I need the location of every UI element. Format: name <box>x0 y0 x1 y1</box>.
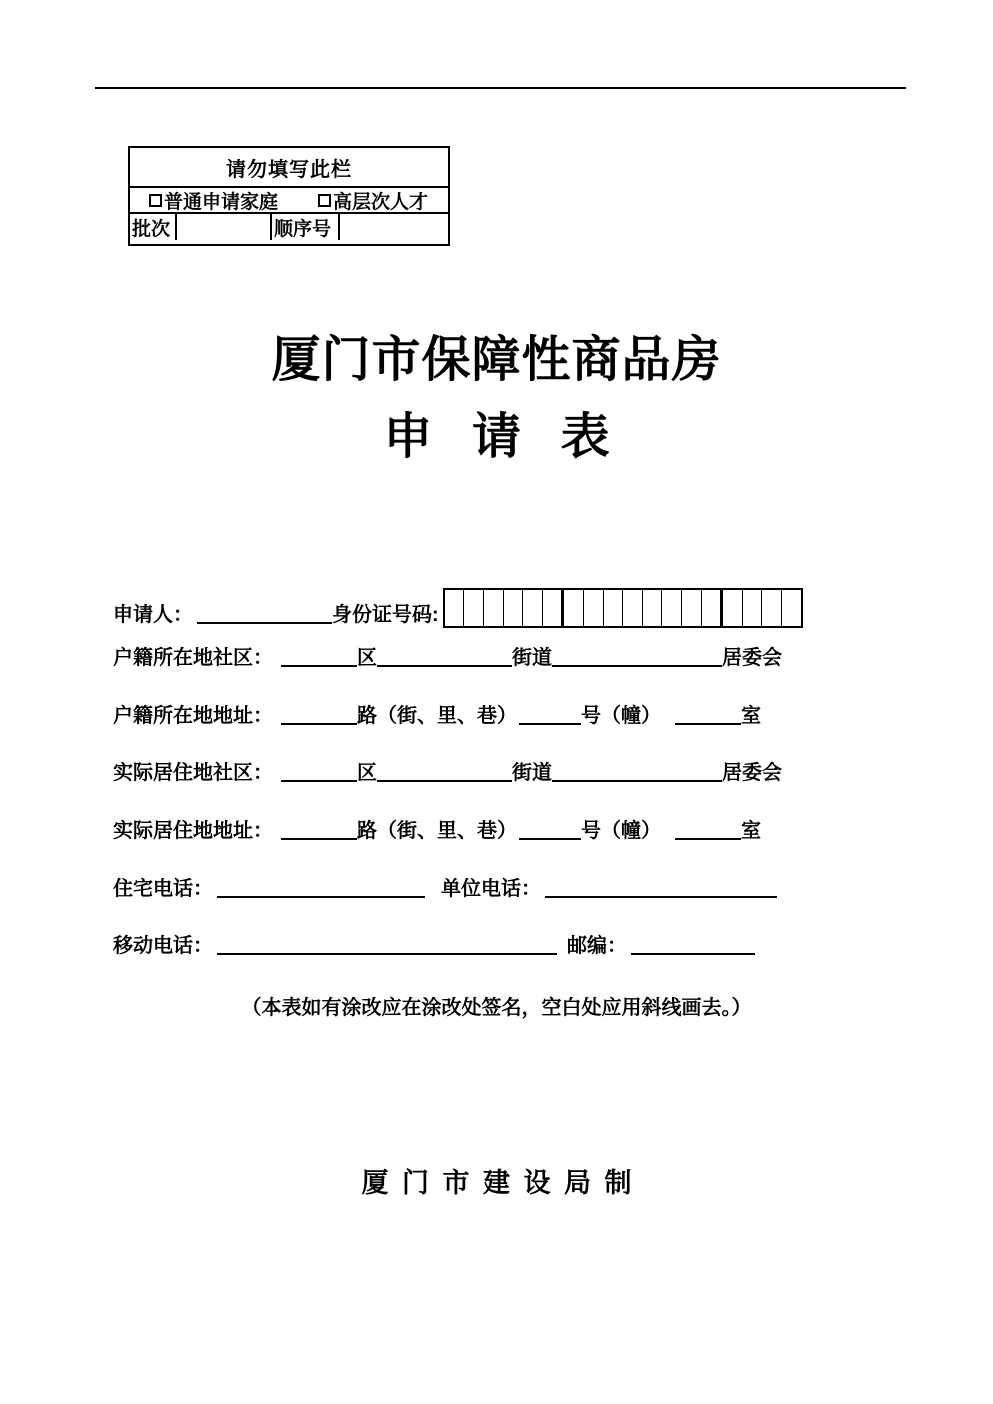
actual-community-label: 实际居住地社区： <box>113 762 273 784</box>
document-title <box>0 333 993 464</box>
id-digit-cell[interactable] <box>583 590 603 626</box>
checkbox-ordinary-family[interactable] <box>149 194 162 207</box>
street-suffix: 街道 <box>512 647 552 669</box>
hukou-number-blank[interactable] <box>519 711 581 725</box>
option-ordinary-family <box>149 187 278 214</box>
id-digit-cell[interactable] <box>542 590 562 626</box>
actual-district-blank[interactable] <box>281 768 357 782</box>
id-digit-cell[interactable] <box>701 590 721 626</box>
id-digit-cell[interactable] <box>622 590 642 626</box>
applicant-type-row <box>130 188 448 214</box>
id-digit-cell[interactable] <box>742 590 762 626</box>
actual-committee-blank[interactable] <box>552 768 722 782</box>
id-number-grid <box>443 588 803 628</box>
id-digit-cell[interactable] <box>603 590 623 626</box>
option-high-level-talent-label: 高层次人才 <box>333 191 429 213</box>
hukou-address-row <box>113 704 883 728</box>
page-top-rule <box>95 87 906 89</box>
street-suffix: 街道 <box>512 762 552 784</box>
actual-street-blank[interactable] <box>377 768 512 782</box>
sequence-label: 顺序号 <box>272 214 340 240</box>
applicant-blank[interactable] <box>197 610 332 624</box>
hukou-committee-blank[interactable] <box>552 653 722 667</box>
sequence-value-cell[interactable] <box>340 214 448 240</box>
option-ordinary-family-label: 普通申请家庭 <box>164 191 279 213</box>
building-suffix: 号（幢） <box>581 705 661 727</box>
postal-code-blank[interactable] <box>631 941 755 955</box>
checkbox-high-level-talent[interactable] <box>318 194 331 207</box>
actual-address-label: 实际居住地地址： <box>113 820 273 842</box>
home-phone-label: 住宅电话： <box>113 878 213 900</box>
no-fill-header: 请勿填写此栏 <box>130 148 448 188</box>
id-digit-cell[interactable] <box>761 590 781 626</box>
id-number-label: 身份证号码: <box>332 604 439 626</box>
actual-address-row <box>113 819 883 843</box>
id-digit-cell[interactable] <box>483 590 503 626</box>
actual-number-blank[interactable] <box>519 826 581 840</box>
actual-community-row <box>113 761 883 785</box>
actual-room-blank[interactable] <box>675 826 741 840</box>
id-digit-cell[interactable] <box>642 590 662 626</box>
title-line-2: 申 请 表 <box>383 410 610 464</box>
committee-suffix: 居委会 <box>722 647 782 669</box>
phone-row <box>113 877 883 901</box>
correction-note: （本表如有涂改应在涂改处签名，空白处应用斜线画去。） <box>241 997 752 1019</box>
district-suffix: 区 <box>357 762 377 784</box>
hukou-room-blank[interactable] <box>675 711 741 725</box>
work-phone-label: 单位电话： <box>441 878 541 900</box>
option-high-level-talent <box>318 187 428 214</box>
id-digit-cell[interactable] <box>720 590 742 626</box>
batch-value-cell[interactable] <box>177 214 272 240</box>
postal-code-label: 邮编： <box>567 935 627 957</box>
work-phone-blank[interactable] <box>545 884 777 898</box>
id-digit-cell[interactable] <box>781 590 801 626</box>
id-digit-cell[interactable] <box>561 590 583 626</box>
id-digit-cell[interactable] <box>503 590 523 626</box>
hukou-community-row <box>113 646 883 670</box>
batch-sequence-row <box>130 214 448 240</box>
id-digit-cell[interactable] <box>661 590 681 626</box>
hukou-address-label: 户籍所在地地址： <box>113 705 273 727</box>
batch-label: 批次 <box>130 214 177 240</box>
hukou-road-blank[interactable] <box>281 711 357 725</box>
committee-suffix: 居委会 <box>722 762 782 784</box>
id-digit-cell[interactable] <box>522 590 542 626</box>
id-digit-cell[interactable] <box>681 590 701 626</box>
road-suffix: 路（街、里、巷） <box>357 705 517 727</box>
mobile-phone-blank[interactable] <box>217 941 557 955</box>
road-suffix: 路（街、里、巷） <box>357 820 517 842</box>
mobile-postcode-row <box>113 934 883 958</box>
mobile-phone-label: 移动电话： <box>113 935 213 957</box>
issuer-footer: 厦 门 市 建 设 局 制 <box>361 1168 632 1198</box>
actual-road-blank[interactable] <box>281 826 357 840</box>
title-line-1: 厦门市保障性商品房 <box>271 333 722 387</box>
hukou-street-blank[interactable] <box>377 653 512 667</box>
room-suffix: 室 <box>741 820 761 842</box>
id-digit-cell[interactable] <box>463 590 483 626</box>
applicant-label: 申请人： <box>113 604 193 626</box>
id-digit-cell[interactable] <box>445 590 464 626</box>
hukou-district-blank[interactable] <box>281 653 357 667</box>
hukou-community-label: 户籍所在地社区： <box>113 647 273 669</box>
applicant-row <box>113 588 883 628</box>
room-suffix: 室 <box>741 705 761 727</box>
no-fill-table <box>128 146 450 246</box>
district-suffix: 区 <box>357 647 377 669</box>
home-phone-blank[interactable] <box>217 884 425 898</box>
building-suffix: 号（幢） <box>581 820 661 842</box>
